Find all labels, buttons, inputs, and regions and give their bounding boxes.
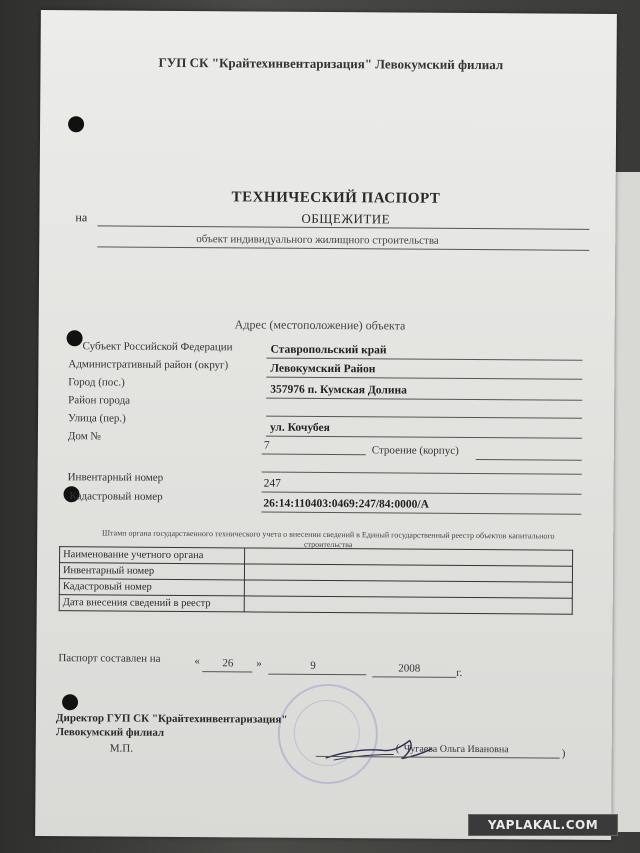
field-value-city: 357976 п. Кумская Долина (270, 383, 407, 397)
organization-header: ГУП СК "Крайтехинвентаризация" Левокумский филиал (158, 54, 504, 73)
site-watermark: YAPLAKAL.COM (468, 814, 618, 836)
inventory-value: 247 (263, 477, 281, 490)
address-heading: Адрес (местоположение) объекта (234, 317, 406, 333)
document-title: ТЕХНИЧЕСКИЙ ПАСПОРТ (231, 189, 441, 207)
document-page (35, 10, 617, 840)
stamp-note: Штамп органа государственного технического учета о внесении сведений в Единый государственный реестр объектов капитального строительства (101, 528, 555, 550)
field-line (266, 416, 582, 419)
registry-label: Инвентарный номер (59, 563, 244, 580)
date-day: 26 (222, 657, 234, 670)
date-close-quote: » (256, 657, 262, 670)
na-label: на (75, 210, 88, 225)
field-label-subject: Субъект Российской Федерации (82, 340, 233, 354)
date-suffix: г. (456, 666, 463, 679)
field-line (476, 459, 582, 461)
field-label-district: Административный район (округ) (68, 358, 229, 372)
date-line (372, 676, 456, 678)
field-line (262, 492, 582, 495)
field-value-house: 7 (263, 439, 270, 452)
punch-hole (68, 116, 84, 132)
field-value-district: Левокумский Район (270, 362, 376, 376)
object-subtitle: объект индивидуального жилищного строительства (196, 233, 439, 247)
mp-label: М.П. (109, 742, 134, 755)
table-row (59, 595, 572, 615)
cadastral-label: Кадастровый номер (69, 490, 163, 503)
registry-label: Кадастровый номер (59, 579, 244, 596)
date-line (202, 671, 252, 672)
date-open-quote: « (194, 655, 200, 668)
name-close-paren: ) (561, 747, 566, 760)
inventory-label: Инвентарный номер (67, 471, 164, 484)
object-subtitle-line (97, 246, 589, 250)
cadastral-value: 26:14:110403:0469:247/84:0000/А (263, 497, 429, 511)
signatory-name: Чугаева Ольга Ивановна (403, 743, 509, 756)
registry-label: Дата внесения сведений в реестр (59, 595, 244, 612)
passport-date-label: Паспорт составлен на (58, 652, 161, 665)
field-label-city: Город (пос.) (68, 376, 125, 389)
registry-label: Наименование учетного органа (60, 547, 245, 564)
field-label-street: Улица (пер.) (67, 412, 126, 425)
field-line (266, 377, 582, 380)
field-value-street: ул. Кочубея (269, 421, 330, 435)
field-line (266, 436, 582, 439)
field-line (266, 358, 582, 361)
building-label: Строение (корпус) (371, 444, 459, 457)
date-year: 2008 (398, 662, 421, 675)
field-line (266, 398, 582, 401)
field-line (262, 472, 582, 475)
signatory-branch: Левокумский филиал (55, 726, 165, 739)
field-line (261, 512, 581, 515)
name-open-paren: ( (395, 742, 400, 755)
signatory-title: Директор ГУП СК "Крайтехинвентаризация" (55, 712, 288, 726)
field-label-city-district: Район города (68, 394, 131, 407)
punch-hole (67, 330, 83, 346)
field-value-subject: Ставропольский край (270, 343, 387, 357)
field-line (262, 454, 366, 456)
date-month: 9 (310, 659, 316, 672)
registry-value (244, 596, 572, 614)
registry-table (59, 546, 573, 615)
object-name: ОБЩЕЖИТИЕ (301, 210, 391, 227)
date-line (268, 674, 366, 676)
field-label-house: Дом № (67, 430, 101, 443)
punch-hole (62, 694, 78, 710)
